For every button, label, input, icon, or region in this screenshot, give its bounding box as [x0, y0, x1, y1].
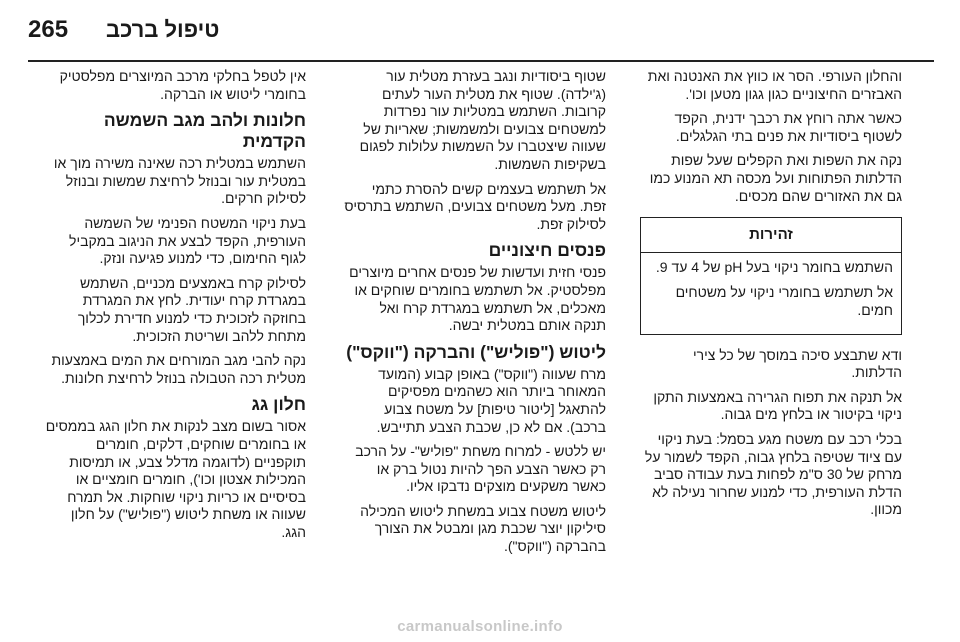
paragraph: שטוף ביסודיות ונגב בעזרת מטלית עור (ג'ילדה). שטוף את מטלית העור לעתים קרובות. השתמש במטליות עור נפרדות למשטחים צבועים ולמשמשות; שאריות של שעווה שיצטברו על השמשות עלולות לפגום בשקיפות השמשות.: [359, 68, 606, 172]
paragraph: ודא שתבצע סיכה במוסך של כל צירי הדלתות.: [693, 346, 902, 381]
column-right: [640, 68, 902, 526]
paragraph: אין לטפל בחלקי מרכב המיוצרים מפלסטיק בחומרי ליטוש או הברקה.: [59, 68, 306, 102]
section-heading: חלונות ולהב מגב השמשה הקדמית: [103, 110, 306, 152]
paragraph: בכלי רכב עם משטח מגע בסמל: בעת ניקוי עם ציוד שטיפה בלחץ גבוה, הקפד לשמור על מרחק של 30 ס"מ לפחות בעת עבודה סביב הדלת העורפית, כדי למנוע שחרור נעילה לא מכוון.: [644, 430, 902, 518]
paragraph: אסור בשום מצב לנקות את חלון הגג בממסים או בחומרים שוחקים, דלקים, חומרים תוקפניים (לדוגמה מדלל צבע, או תמיסות המכילות אצטון וכו'), חומרים חומציים או בסיסיים או כריות ניקוי שוחקות. אל תמרח שעווה או משחת ליטוש ("פוליש") על חלון הגג.: [45, 418, 306, 540]
section-heading: פנסים חיצוניים: [488, 240, 606, 261]
section-heading: חלון גג: [251, 394, 306, 415]
paragraph: נקה להבי מגב המורחים את המים באמצעות מטלית רכה הטבולה בנוזל לרחיצת חלונות.: [51, 352, 306, 386]
paragraph: כאשר אתה רוחץ את רכבך ידנית, הקפד לשטוף ביסודיות את פנים בתי הגלגלים.: [674, 110, 902, 144]
paragraph: ליטוש משטח צבוע במשחת ליטוש המכילה סיליקון יוצר שכבת מגן ומבטל את הצורך בהברקה ("ווקס").: [360, 502, 606, 555]
header-rule: [28, 60, 934, 62]
column-left: [44, 68, 306, 548]
page-title: טיפול ברכב: [106, 17, 220, 42]
paragraph: נקה את השפות ואת הקפלים שעל שפות הדלתות הפתוחות ועל מכסה תא המנוע כמו גם את האזורים שהם מכסים.: [649, 152, 902, 204]
paragraph: אל תנקה את תפוח הגרירה באמצעות התקן ניקוי בקיטור או בלחץ מים גבוה.: [653, 388, 902, 423]
warning-box: [640, 217, 902, 334]
warning-text: אל תשתמש בחומרי ניקוי על משטחים חמים.: [675, 284, 893, 318]
paragraph: השתמש במטלית רכה שאינה משירה מוך או במטלית עור ובנוזל לרחיצת שמשות ובנוזל לסילוק חרקים.: [53, 155, 306, 207]
warning-text: השתמש בחומר ניקוי בעל pH של 4 עד 9.: [655, 258, 893, 275]
paragraph: פנסי חזית ועדשות של פנסים אחרים מיוצרים מפלסטיק. אל תשתמש בחומרים שוחקים או מאכלים, אל תשתמש במגרדת קרח ואל תנקה אותם במטלית יבשה.: [349, 264, 606, 334]
watermark: carmanualsonline.info: [397, 618, 563, 635]
paragraph: בעת ניקוי המשטח הפנימי של השמשה העורפית, הקפד לבצע את הניגוב במקביל לגוף החימום, כדי למנוע פגיעה ונזק.: [69, 214, 306, 267]
warning-body: [641, 253, 901, 334]
paragraph: לסילוק קרח באמצעים מכניים, השתמש במגרדת קרח יעודית. לחץ את המגרדת בחוזקה לזכוכית כדי למנוע חדירת לכלוך מתחת ללהב ושריטת הזכוכית.: [77, 274, 306, 344]
paragraph: אל תשתמש בעצמים קשים להסרת כתמי זפת. מעל משטחים צבועים, השתמש בתרסיס לסילוק זפת.: [344, 180, 606, 232]
section-heading: ליטוש ("פוליש") והברקה ("ווקס"): [346, 341, 606, 362]
paragraph: יש ללטש - למרוח משחת "פוליש"- על הרכב רק כאשר הצבע הפך להיות נטול ברק או כאשר משקעים מוצקים נדבקו אליו.: [355, 443, 606, 495]
page-header: [0, 0, 960, 60]
warning-title: זהירות: [641, 218, 901, 253]
paragraph: והחלון העורפי. הסר או כווץ את האנטנה ואת האבזרים החיצוניים כגון גגון מטען וכו'.: [647, 68, 902, 102]
page-number: 265: [28, 16, 69, 43]
paragraph: מרח שעווה ("ווקס") באופן קבוע (המועד המאוחר ביותר הוא כשהמים מפסיקים להתאגל [ליטור טיפות] על משטח צבוע ברכב). אם לא כן, שכבת הצבע תתייבש.: [376, 365, 606, 435]
column-middle: [344, 68, 606, 563]
